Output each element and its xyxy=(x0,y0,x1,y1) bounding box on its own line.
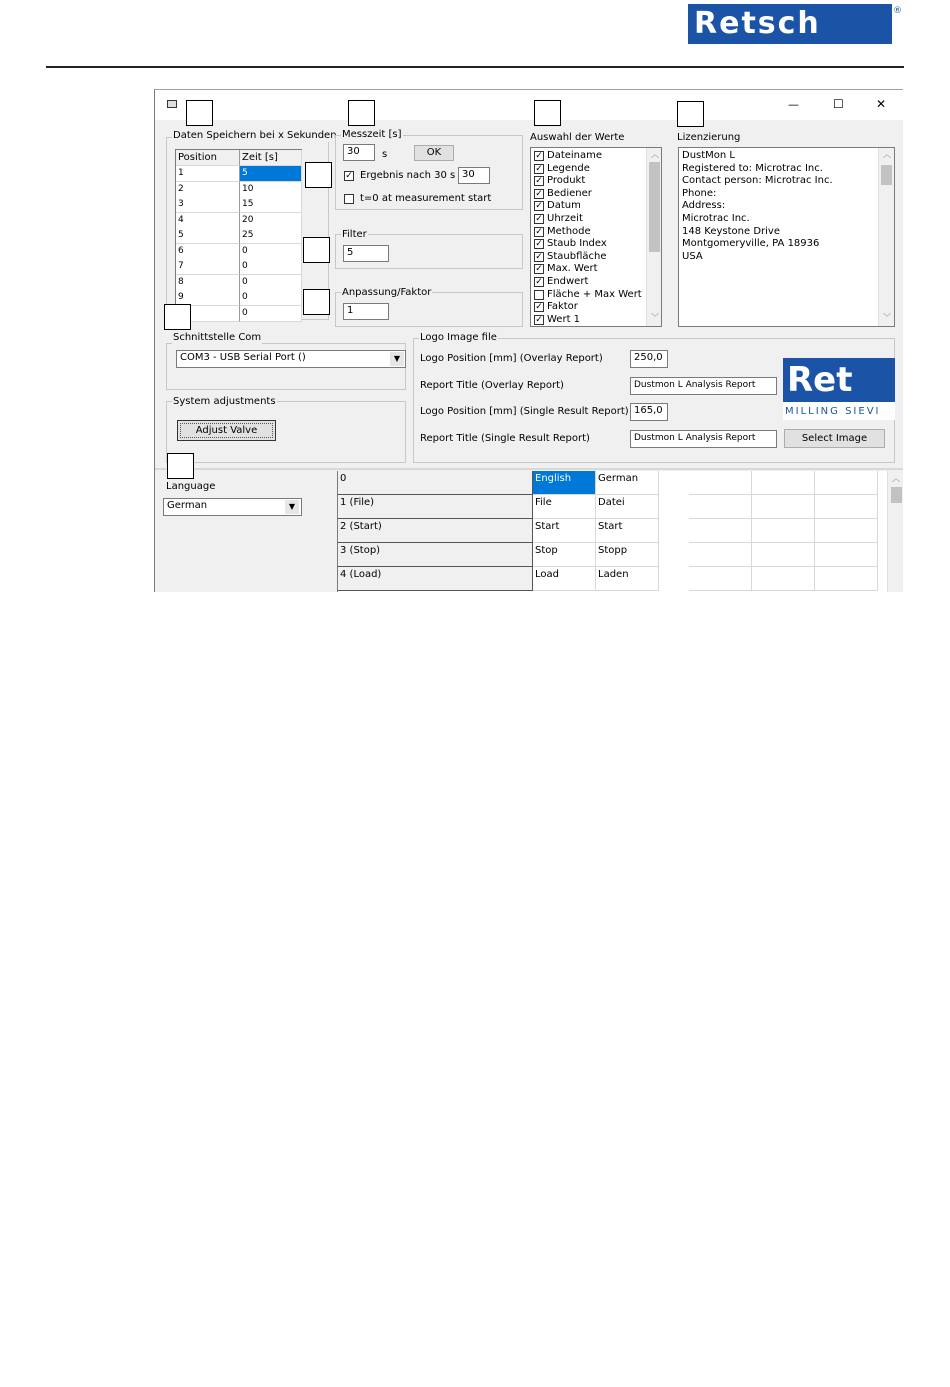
value-checkbox[interactable]: ✓ xyxy=(535,239,543,250)
translation-english[interactable]: File xyxy=(533,495,596,519)
license-line: Montgomeryville, PA 18936 xyxy=(682,238,820,250)
translation-key: 3 (Stop) xyxy=(338,543,533,567)
value-item-label: Methode xyxy=(547,225,591,237)
logo-preview-text: Ret xyxy=(787,360,853,400)
translation-empty-cell[interactable] xyxy=(689,543,752,567)
value-checkbox[interactable]: ✓ xyxy=(535,188,543,199)
language-select[interactable] xyxy=(163,498,302,516)
select-image-button[interactable]: Select Image xyxy=(784,429,885,448)
translation-empty-cell[interactable] xyxy=(752,519,815,543)
save-row-position: 7 xyxy=(176,259,240,275)
com-port-label: Schnittstelle Com xyxy=(173,332,262,343)
single-position-label: Logo Position [mm] (Single Result Report) xyxy=(420,406,629,417)
com-port-select[interactable] xyxy=(176,350,406,368)
save-row-position: 1 xyxy=(176,166,240,182)
save-row-time[interactable]: 20 xyxy=(240,213,302,229)
translation-english[interactable]: Load xyxy=(533,567,596,591)
window-divider xyxy=(155,468,903,470)
translation-grid xyxy=(337,471,903,592)
value-item-label: Staubfläche xyxy=(547,250,607,262)
single-position-input[interactable]: 165,0 xyxy=(630,403,668,421)
save-row-time[interactable]: 0 xyxy=(240,244,302,260)
retsch-logo xyxy=(688,4,892,44)
save-row-time[interactable]: 15 xyxy=(240,197,302,213)
value-item-label: Produkt xyxy=(547,175,586,187)
header-rule xyxy=(46,66,904,68)
value-item-label: Fläche + Max Wert xyxy=(547,288,642,300)
scroll-thumb[interactable] xyxy=(649,162,660,252)
result-after-label: Ergebnis nach 30 s xyxy=(360,170,456,181)
translation-english[interactable]: Stop xyxy=(533,543,596,567)
callout-box-6 xyxy=(303,237,330,263)
value-item-label: Bediener xyxy=(547,187,592,199)
license-line: USA xyxy=(682,250,703,262)
adjust-factor-label: Anpassung/Faktor xyxy=(342,287,432,298)
value-checkbox[interactable]: ✓ xyxy=(535,176,543,187)
translation-empty-cell[interactable] xyxy=(689,519,752,543)
value-item-label: Max. Wert xyxy=(547,263,598,275)
translation-german[interactable]: Stopp xyxy=(596,543,659,567)
value-checkbox[interactable]: ✓ xyxy=(535,314,543,325)
save-row-position: 2 xyxy=(176,182,240,198)
save-row-position: 6 xyxy=(176,244,240,260)
translation-empty-cell[interactable] xyxy=(752,495,815,519)
translation-german[interactable]: German xyxy=(596,471,659,495)
save-row-position: 9 xyxy=(176,290,240,306)
logo-image-label: Logo Image file xyxy=(420,332,497,343)
save-interval-label: Daten Speichern bei x Sekunden xyxy=(173,130,337,141)
close-icon[interactable]: ✕ xyxy=(876,97,887,111)
logo-preview-banner xyxy=(783,358,895,402)
license-line: Microtrac Inc. xyxy=(682,213,750,224)
filter-input[interactable]: 5 xyxy=(343,245,389,262)
value-item-label: Faktor xyxy=(547,301,578,313)
scroll-down-icon[interactable]: ﹀ xyxy=(883,313,891,322)
translation-key: 0 xyxy=(338,471,533,495)
logo-text: Retsch xyxy=(694,6,821,41)
translation-german[interactable]: Laden xyxy=(596,567,659,591)
column-header-time: Zeit [s] xyxy=(240,150,302,166)
license-line: Registered to: Microtrac Inc. xyxy=(682,162,823,174)
system-adjustments-label: System adjustments xyxy=(173,396,276,407)
translation-empty-cell[interactable] xyxy=(815,543,878,567)
column-header-position: Position xyxy=(176,150,240,166)
result-after-input[interactable]: 30 xyxy=(458,167,490,184)
t0-label: t=0 at measurement start xyxy=(360,193,492,204)
save-row-position: 5 xyxy=(176,228,240,244)
measure-time-input[interactable]: 30 xyxy=(343,144,375,161)
save-row-position: 4 xyxy=(176,213,240,229)
maximize-icon[interactable]: ☐ xyxy=(833,97,844,111)
minimize-icon[interactable]: — xyxy=(788,98,799,111)
chevron-down-icon[interactable]: ▼ xyxy=(390,352,404,366)
logo-preview-caption: MILLING SIEVI xyxy=(785,406,881,417)
license-line: 148 Keystone Drive xyxy=(682,225,780,237)
value-checkbox[interactable]: ✓ xyxy=(535,201,543,212)
measure-time-unit: s xyxy=(382,149,388,160)
save-row-time[interactable]: 0 xyxy=(240,259,302,275)
value-item-label: Legende xyxy=(547,162,590,174)
save-row-time[interactable]: 5 xyxy=(240,166,302,182)
callout-box-2 xyxy=(348,100,375,126)
translation-key: 2 (Start) xyxy=(338,519,533,543)
result-after-checkbox[interactable]: ✓ xyxy=(345,171,353,181)
translation-scrollbar[interactable] xyxy=(887,471,903,592)
save-row-time[interactable]: 0 xyxy=(240,306,302,322)
license-line: DustMon L xyxy=(682,150,736,161)
translation-english[interactable]: Start xyxy=(533,519,596,543)
t0-checkbox[interactable] xyxy=(344,194,354,204)
value-checkbox[interactable]: ✓ xyxy=(535,151,543,161)
save-interval-table xyxy=(175,149,302,321)
callout-box-3 xyxy=(534,100,561,126)
license-line: Contact person: Microtrac Inc. xyxy=(682,175,833,187)
value-item-label: Wert 1 xyxy=(547,313,581,325)
translation-key: 1 (File) xyxy=(338,495,533,519)
translation-empty-cell[interactable] xyxy=(752,567,815,591)
value-checkbox[interactable]: ✓ xyxy=(535,163,543,174)
settings-window xyxy=(154,89,903,592)
translation-empty-cell[interactable] xyxy=(689,471,752,495)
value-checkbox[interactable]: ✓ xyxy=(535,302,543,313)
value-checkbox[interactable]: ✓ xyxy=(535,277,543,287)
translation-empty-cell[interactable] xyxy=(815,495,878,519)
app-icon xyxy=(167,100,177,108)
translation-empty-cell[interactable] xyxy=(689,495,752,519)
translation-empty-cell[interactable] xyxy=(689,567,752,591)
license-line: Address: xyxy=(682,200,726,212)
save-row-time[interactable]: 25 xyxy=(240,228,302,244)
license-textbox[interactable] xyxy=(678,147,895,327)
language-label: Language xyxy=(166,481,216,492)
com-port-value: COM3 - USB Serial Port () xyxy=(180,352,306,363)
value-item-label: Datum xyxy=(547,200,581,212)
value-checkbox[interactable]: ✓ xyxy=(535,214,543,224)
scroll-up-icon[interactable]: ︿ xyxy=(883,150,891,159)
language-value: German xyxy=(167,500,208,511)
filter-label: Filter xyxy=(342,229,367,240)
license-line: Phone: xyxy=(682,187,717,199)
chevron-down-icon[interactable]: ▼ xyxy=(285,500,299,514)
scroll-down-icon[interactable]: ﹀ xyxy=(651,313,659,322)
adjust-valve-button[interactable]: Adjust Valve xyxy=(177,420,276,441)
license-label: Lizenzierung xyxy=(677,132,741,143)
translation-empty-cell[interactable] xyxy=(815,519,878,543)
callout-box-9 xyxy=(167,453,194,479)
logo-preview xyxy=(783,358,895,420)
value-list-scrollbar[interactable] xyxy=(646,148,662,326)
adjust-factor-input[interactable]: 1 xyxy=(343,303,389,320)
single-title-label: Report Title (Single Result Report) xyxy=(420,433,590,444)
single-title-input[interactable]: Dustmon L Analysis Report xyxy=(630,430,777,448)
value-checkbox[interactable]: ✓ xyxy=(535,226,543,237)
value-checkbox[interactable]: ✓ xyxy=(535,264,543,275)
translation-empty-cell[interactable] xyxy=(815,567,878,591)
license-scrollbar[interactable] xyxy=(878,148,894,326)
translation-german[interactable]: Start xyxy=(596,519,659,543)
save-row-time[interactable]: 10 xyxy=(240,182,302,198)
scroll-up-icon[interactable]: ︿ xyxy=(651,150,659,159)
value-selection-list xyxy=(530,147,662,327)
scroll-thumb[interactable] xyxy=(891,487,902,503)
callout-box-4 xyxy=(677,101,704,127)
translation-empty-cell[interactable] xyxy=(752,543,815,567)
translation-key: 4 (Load) xyxy=(338,567,533,591)
callout-box-8 xyxy=(164,304,191,330)
translation-empty-cell[interactable] xyxy=(815,471,878,495)
ok-button[interactable]: OK xyxy=(414,145,454,161)
measure-time-label: Messzeit [s] xyxy=(342,129,402,140)
save-row-time[interactable]: 0 xyxy=(240,275,302,291)
callout-box-7 xyxy=(303,289,330,315)
callout-box-5 xyxy=(305,162,332,188)
overlay-title-input[interactable]: Dustmon L Analysis Report xyxy=(630,377,777,395)
value-selection-label: Auswahl der Werte xyxy=(530,132,625,143)
value-item-label: Dateiname xyxy=(547,150,603,161)
value-checkbox[interactable]: ✓ xyxy=(535,251,543,262)
translation-english[interactable]: English xyxy=(533,471,596,495)
save-row-position: 3 xyxy=(176,197,240,213)
scroll-up-icon[interactable]: ︿ xyxy=(892,474,900,483)
value-item-label: Endwert xyxy=(547,276,589,287)
translation-german[interactable]: Datei xyxy=(596,495,659,519)
overlay-position-input[interactable]: 250,0 xyxy=(630,350,668,368)
value-checkbox[interactable] xyxy=(534,290,544,300)
overlay-position-label: Logo Position [mm] (Overlay Report) xyxy=(420,353,603,364)
value-item-label: Staub Index xyxy=(547,238,607,250)
save-row-time[interactable]: 0 xyxy=(240,290,302,306)
scroll-thumb[interactable] xyxy=(881,165,892,185)
save-row-position: 8 xyxy=(176,275,240,291)
translation-empty-cell[interactable] xyxy=(752,471,815,495)
callout-box-1 xyxy=(186,100,213,126)
value-item-label: Uhrzeit xyxy=(547,213,583,224)
overlay-title-label: Report Title (Overlay Report) xyxy=(420,380,564,391)
registered-mark: ® xyxy=(893,6,902,16)
